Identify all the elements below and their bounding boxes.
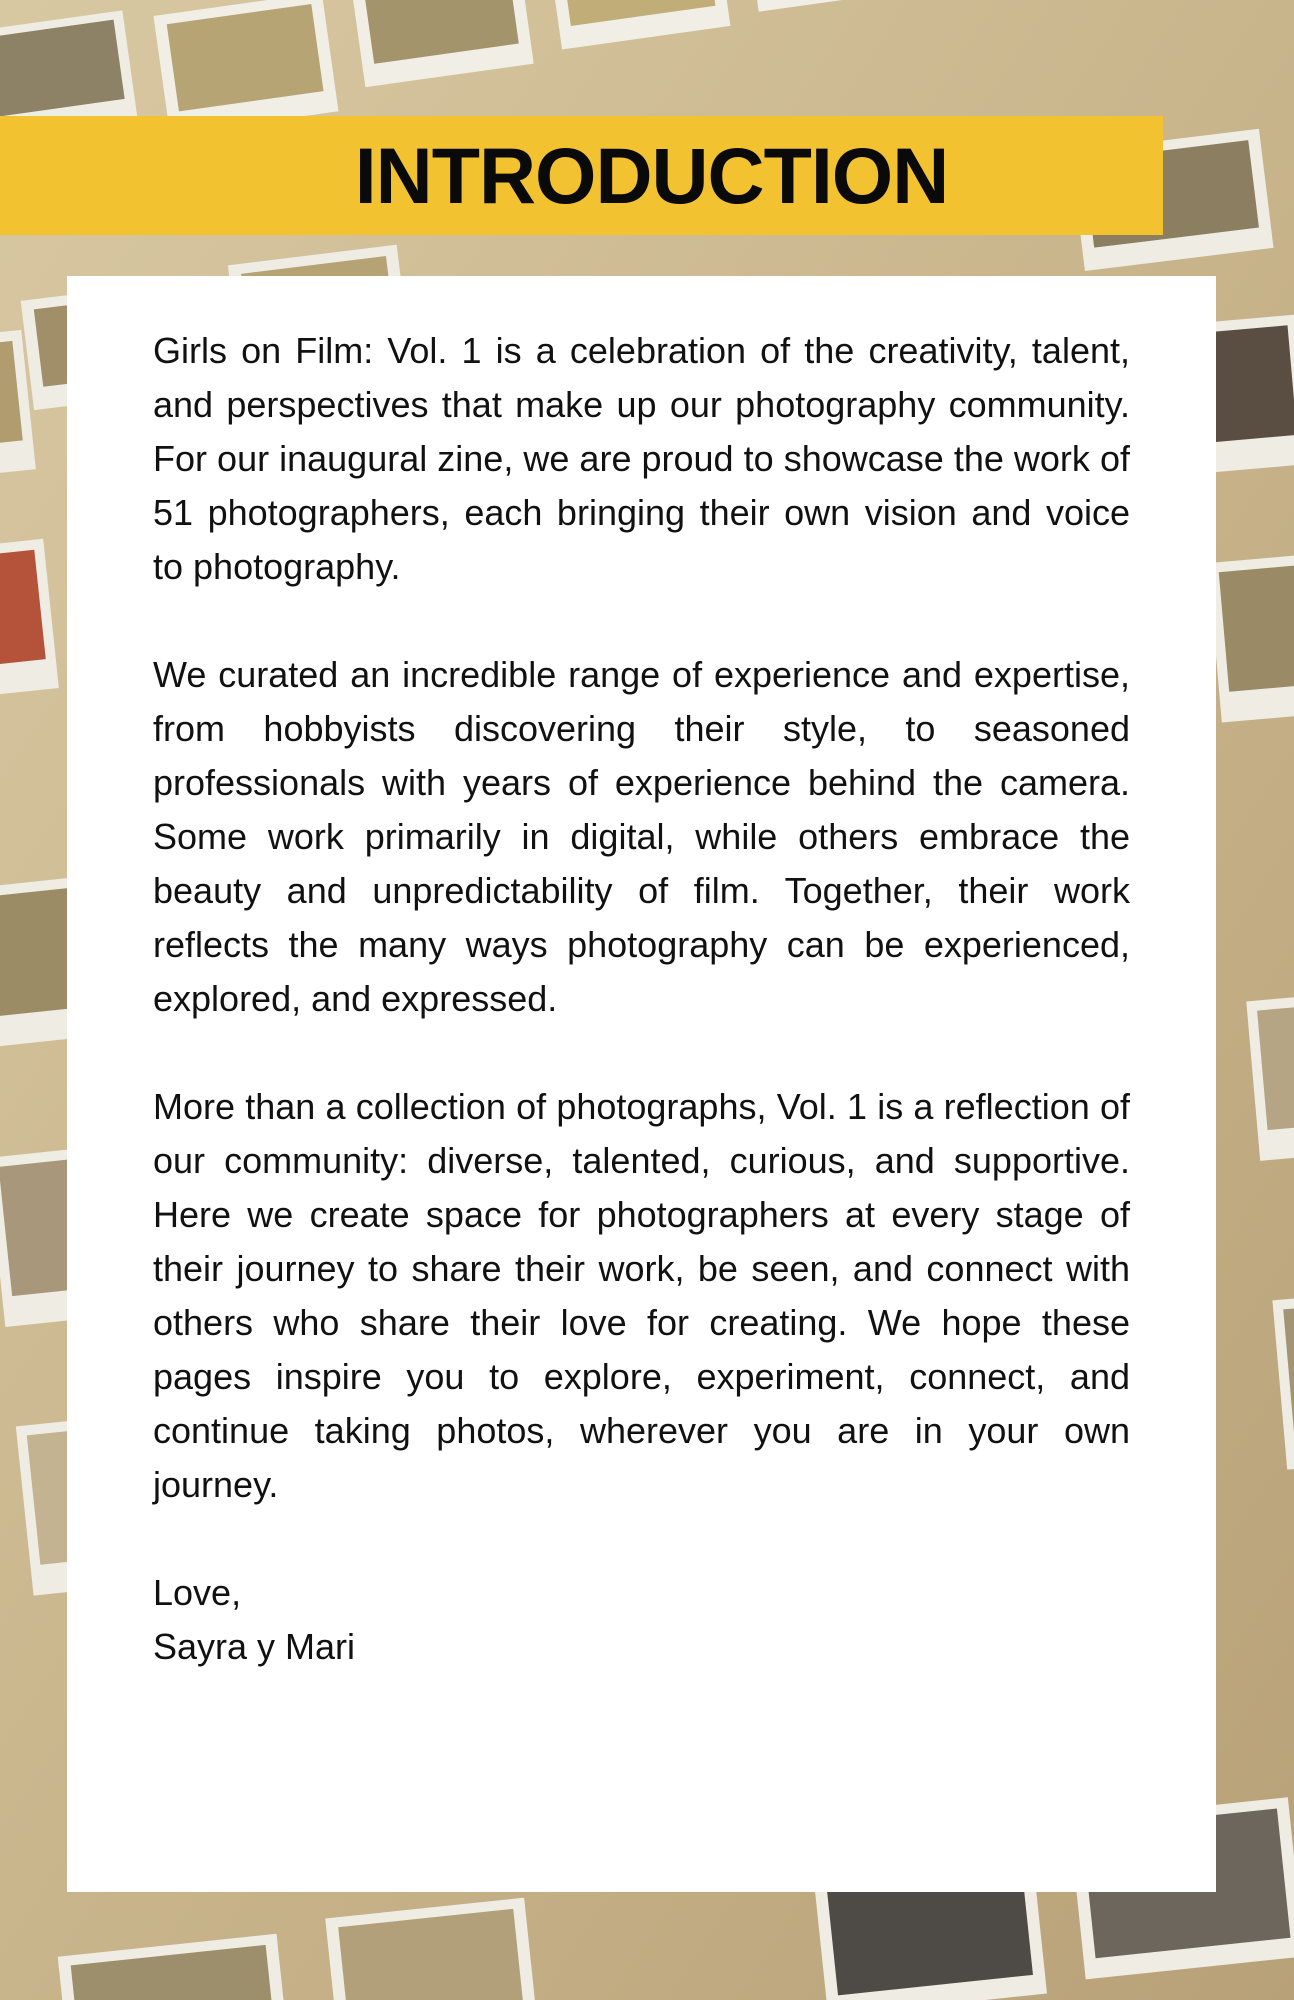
intro-card bbox=[67, 276, 1216, 1892]
signoff-closing: Love, bbox=[153, 1572, 242, 1613]
signoff bbox=[153, 1566, 1130, 1674]
intro-paragraph-3: More than a collection of photographs, Vol. 1 is a reflection of our community: diverse, talented, curious, and supportive. Here we create space for photographers at every stage of their journey to share their work, be seen, and connect with others who share their love for creating. We hope these pages inspire you to explore, experiment, connect, and continue taking photos, wherever you are in your own journey. bbox=[153, 1086, 1130, 1505]
page-title: INTRODUCTION bbox=[354, 131, 949, 220]
title-banner bbox=[0, 116, 1163, 235]
signoff-names: Sayra y Mari bbox=[153, 1626, 356, 1667]
intro-paragraph-2: We curated an incredible range of experience and expertise, from hobbyists discovering their style, to seasoned professionals with years of experience behind the camera. Some work primarily in digital, while others embrace the beauty and unpredictability of film. Together, their work reflects the many ways photography can be experienced, explored, and expressed. bbox=[153, 654, 1130, 1019]
intro-paragraph-1: Girls on Film: Vol. 1 is a celebration of the creativity, talent, and perspectives that make up our photography community. For our inaugural zine, we are proud to showcase the work of 51 photographers, each bringing their own vision and voice to photography. bbox=[153, 330, 1130, 587]
intro-text-block bbox=[153, 324, 1130, 1674]
